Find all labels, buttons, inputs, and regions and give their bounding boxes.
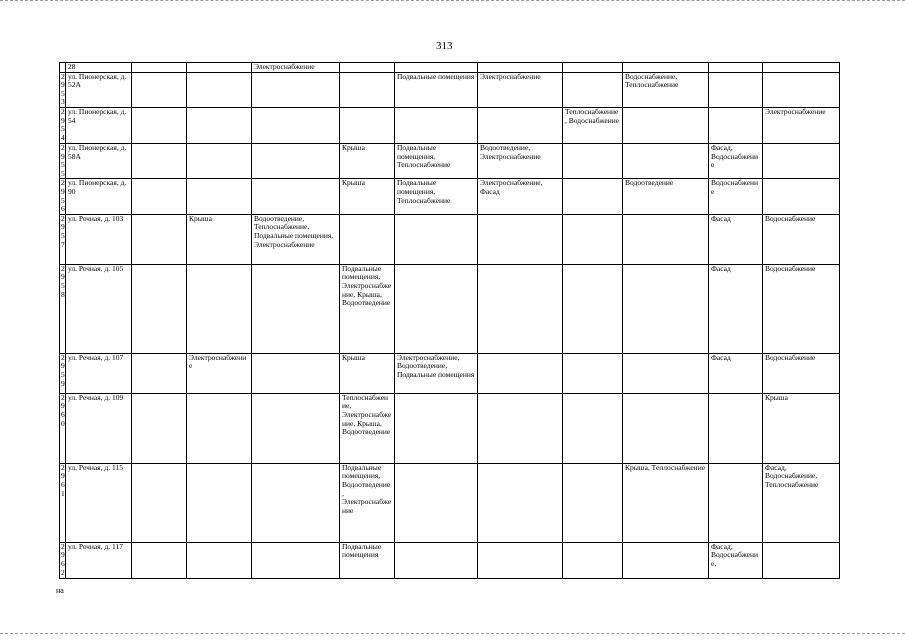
data-cell [187,463,252,542]
data-cell: Фасад, Водоснабжение [709,143,763,178]
data-cell: Электроснабжение [252,63,340,73]
data-cell: Водоснабжение [763,264,840,353]
data-cell [709,107,763,143]
address-cell: ул. Пионерская, д. 52А [66,72,132,107]
data-cell [563,264,623,353]
table-row [60,107,840,143]
data-cell: Электроснабжение, Фасад [478,179,563,214]
data-cell [563,353,623,393]
data-cell: Фасад [709,353,763,393]
data-cell [132,214,187,264]
data-cell: Электроснабжение [187,353,252,393]
table-header-row [60,63,840,73]
data-cell [623,542,709,578]
table-row [60,353,840,393]
row-number-cell: 2959 [60,353,66,393]
data-cell [187,264,252,353]
data-cell [623,393,709,463]
data-cell [132,353,187,393]
address-cell: ул. Речная, д. 103 [66,214,132,264]
scan-edge-bottom [0,633,905,636]
data-cell: Крыша, Теплоснабжение [623,463,709,542]
data-cell [395,107,478,143]
data-cell [623,107,709,143]
data-cell [395,264,478,353]
data-cell [478,264,563,353]
data-cell: Подвальные помещения, Электроснабжение, Крыша, Водоотведение [340,264,395,353]
data-cell: Крыша [763,393,840,463]
data-cell [709,463,763,542]
data-cell [563,393,623,463]
data-cell [478,214,563,264]
address-cell: ул. Речная, д. 117 [66,542,132,578]
data-cell: Электроснабжение, Водоотведение, Подвальные помещения [395,353,478,393]
scan-edge-top [0,0,905,3]
table-row [60,264,840,353]
data-cell [395,214,478,264]
data-cell: Фасад [709,214,763,264]
data-cell [132,179,187,214]
data-cell [623,353,709,393]
data-cell [763,63,840,73]
data-cell [132,143,187,178]
address-cell: ул. Речная, д. 107 [66,353,132,393]
data-cell [132,264,187,353]
data-cell [252,463,340,542]
data-cell [623,214,709,264]
data-cell [478,463,563,542]
data-cell [709,72,763,107]
table-row [60,393,840,463]
data-cell [563,463,623,542]
address-cell: ул. Речная, д. 105 [66,264,132,353]
data-cell [395,463,478,542]
row-number-cell: 2953 [61,72,65,107]
data-cell [563,542,623,578]
data-cell [478,107,563,143]
row-number-cell: 2962 [61,542,65,577]
data-cell [187,393,252,463]
row-number-cell: 2956 [61,178,65,214]
data-cell [563,72,623,107]
table-row [60,463,840,542]
data-cell [623,63,709,73]
data-cell: Электроснабжение [478,72,563,107]
data-cell [252,107,340,143]
data-cell: Электроснабжение [763,107,840,143]
data-cell [623,143,709,178]
address-cell: 28 [66,63,132,73]
data-cell [478,542,563,578]
data-cell [563,63,623,73]
data-cell [132,393,187,463]
data-cell [763,542,840,578]
data-cell [132,542,187,578]
data-cell [252,264,340,353]
data-cell: Водоотведение [623,179,709,214]
data-cell: Подвальные помещения [395,72,478,107]
data-cell: Водоснабжение, Теплоснабжение [623,72,709,107]
data-cell [395,63,478,73]
row-number-cell: 2960 [60,393,66,463]
data-cell [340,107,395,143]
data-cell: Подвальные помещения [340,542,395,578]
row-number-cell: 2954 [61,107,65,142]
data-cell: Крыша [340,179,395,214]
data-cell: Водоснабжение [709,179,763,214]
data-cell [340,63,395,73]
data-cell [340,72,395,107]
data-cell: Подвальные помещения, Водоотведение, Электроснабжение [340,463,395,542]
page-number: 313 [436,40,453,52]
table-row [60,542,840,578]
data-cell [252,179,340,214]
data-cell [252,353,340,393]
data-cell [187,143,252,178]
data-cell [132,107,187,143]
table-row [60,72,840,107]
data-cell [187,107,252,143]
data-cell: Водоснабжение [763,214,840,264]
data-cell: Теплоснабжение, Водоснабжение [563,107,623,143]
data-cell [623,264,709,353]
footnote: на [56,586,64,595]
data-cell [709,63,763,73]
data-cell [763,72,840,107]
data-cell [187,179,252,214]
data-cell [132,463,187,542]
data-cell: Теплоснабжение, Электроснабжение, Крыша, Водоотведение [340,393,395,463]
data-cell [132,72,187,107]
table-row [60,214,840,264]
data-cell [563,179,623,214]
data-cell [340,214,395,264]
data-cell: Крыша [340,353,395,393]
data-cell [252,542,340,578]
address-cell: ул. Пионерская, д. 90 [66,179,132,214]
data-cell: Подвальные помещения, Теплоснабжение [395,143,478,178]
data-cell: Фасад [709,264,763,353]
address-cell: ул. Речная, д. 109 [66,393,132,463]
address-cell: ул. Пионерская, д. 54 [66,107,132,143]
data-cell [187,542,252,578]
data-cell [563,143,623,178]
row-number-cell: 2961 [60,463,66,542]
data-cell [252,393,340,463]
table-row [60,143,840,178]
data-cell [563,214,623,264]
data-cell [132,63,187,73]
data-cell [395,542,478,578]
data-cell: Водоотведение, Электроснабжение [478,143,563,178]
data-cell [478,353,563,393]
address-cell: ул. Пионерская, д. 58А [66,143,132,178]
table-row [60,179,840,214]
data-cell: Водоснабжение [763,353,840,393]
data-cell: Крыша [187,214,252,264]
row-number-cell: 2957 [60,214,66,264]
data-cell [395,393,478,463]
data-cell: Подвальные помещения, Теплоснабжение [395,179,478,214]
data-cell: Водоотведение, Теплоснабжение, Подвальные помещения, Электроснабжение [252,214,340,264]
data-cell [478,63,563,73]
address-cell: ул. Речная, д. 115 [66,463,132,542]
register-table [59,62,840,579]
row-number-cell: 2955 [61,143,65,178]
data-cell [252,143,340,178]
data-cell [709,393,763,463]
data-cell [763,179,840,214]
data-cell [252,72,340,107]
data-cell: Фасад, Водоснабжение, [709,542,763,578]
data-cell: Крыша [340,143,395,178]
data-cell [763,143,840,178]
data-cell [187,72,252,107]
data-cell [478,393,563,463]
data-cell: Фасад, Водоснабжение, Теплоснабжение [763,463,840,542]
row-number-cell: 2958 [60,264,66,353]
data-cell [187,63,252,73]
